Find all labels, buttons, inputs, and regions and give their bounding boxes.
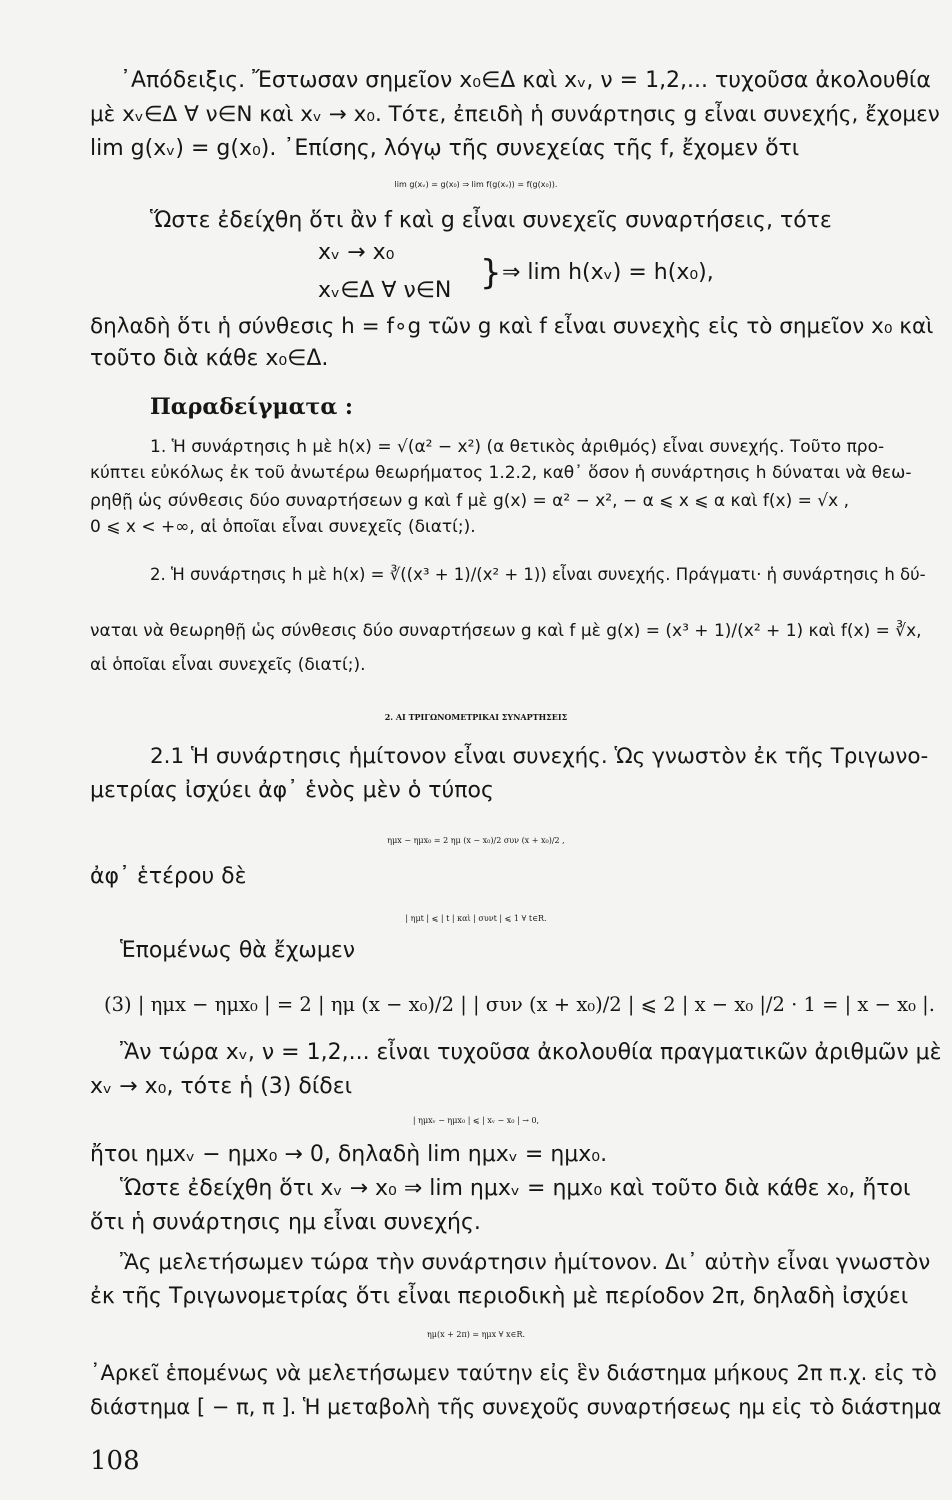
text-line: αἱ ὁποῖαι εἶναι συνεχεῖς (διατί;). — [90, 655, 366, 675]
equation: | ημxᵥ − ημx₀ | ⩽ | xᵥ − x₀ | → 0, — [412, 1116, 540, 1125]
text-line: xᵥ → x₀, τότε ἡ (3) δίδει — [90, 1074, 353, 1099]
equation-line: xᵥ∈Δ ∀ ν∈N — [318, 278, 452, 303]
page-number: 108 — [90, 1446, 140, 1476]
text-line: Ἑπομένως θὰ ἔχωμεν — [120, 938, 356, 963]
text-line: ἀφ᾿ ἑτέρου δὲ — [90, 864, 247, 889]
equation-line: ⇒ lim h(xᵥ) = h(x₀), — [502, 260, 714, 285]
text-line: τοῦτο διὰ κάθε x₀∈Δ. — [90, 346, 329, 371]
text-line: Ὥστε ἐδείχθη ὅτι ἂν f καὶ g εἶναι συνεχεῖς συναρτήσεις, τότε — [150, 208, 832, 233]
text-line: 0 ⩽ x < +∞, αἱ ὁποῖαι εἶναι συνεχεῖς (διατί;). — [90, 517, 476, 537]
text-line: Ἂς μελετήσωμεν τώρα τὴν συνάρτησιν ἡμίτονον. Δι᾿ αὐτὴν εἶναι γνωστὸν — [120, 1250, 931, 1275]
text-line: ρηθῇ ὡς σύνθεσις δύο συναρτήσεων g καὶ f μὲ g(x) = α² − x², − α ⩽ x ⩽ α καὶ f(x) = √x , — [90, 491, 849, 511]
equation: | ημt | ⩽ | t | καὶ | συνt | ⩽ 1 ∀ t∈R. — [405, 914, 547, 923]
text-line: ᾿Αρκεῖ ἑπομένως νὰ μελετήσωμεν ταύτην εἰς ἓν διάστημα μήκους 2π π.χ. εἰς τὸ — [90, 1361, 937, 1385]
text-line: Ἂν τώρα xᵥ, ν = 1,2,... εἶναι τυχοῦσα ἀκολουθία πραγματικῶν ἀριθμῶν μὲ — [120, 1040, 942, 1065]
text-line: lim g(xᵥ) = g(x₀). ᾿Επίσης, λόγῳ τῆς συνεχείας τῆς f, ἔχομεν ὅτι — [90, 136, 800, 161]
text-line: κύπτει εὐκόλως ἐκ τοῦ ἀνωτέρω θεωρήματος 1.2.2, καθ᾿ ὅσον ἡ συνάρτησις h δύναται νὰ θεω- — [90, 463, 912, 483]
text-line: ἤτοι ημxᵥ − ημx₀ → 0, δηλαδὴ lim ημxᵥ = ημx₀. — [90, 1142, 608, 1167]
text-line: 2. Ἡ συνάρτησις h μὲ h(x) = ∛((x³ + 1)/(x² + 1)) εἶναι συνεχής. Πράγματι· ἡ συνάρτησις h δύ- — [150, 565, 926, 584]
text-line: 2.1 Ἡ συνάρτησις ἡμίτονον εἶναι συνεχής. Ὡς γνωστὸν ἐκ τῆς Τριγωνο- — [150, 744, 929, 769]
text-line: ᾿Απόδειξις. Ἔστωσαν σημεῖον x₀∈Δ καὶ xᵥ, ν = 1,2,... τυχοῦσα ἀκολουθία — [120, 68, 931, 93]
chapter-heading: 2. ΑΙ ΤΡΙΓΩΝΟΜΕΤΡΙΚΑΙ ΣΥΝΑΡΤΗΣΕΙΣ — [384, 712, 568, 722]
text-line: μὲ xᵥ∈Δ ∀ ν∈N καὶ xᵥ → x₀. Τότε, ἐπειδὴ ἡ συνάρτησις g εἶναι συνεχής, ἔχομεν — [90, 102, 940, 127]
text-line: Ὥστε ἐδείχθη ὅτι xᵥ → x₀ ⇒ lim ημxᵥ = ημx₀ καὶ τοῦτο διὰ κάθε x₀, ἤτοι — [120, 1176, 911, 1201]
equation-line: xᵥ → x₀ — [318, 240, 395, 265]
text-line: δηλαδὴ ὅτι ἡ σύνθεσις h = f∘g τῶν g καὶ f εἶναι συνεχὴς εἰς τὸ σημεῖον x₀ καὶ — [90, 314, 934, 339]
text-line: ὅτι ἡ συνάρτησις ημ εἶναι συνεχής. — [90, 1210, 481, 1235]
text-line: 1. Ἡ συνάρτησις h μὲ h(x) = √(α² − x²) (α θετικὸς ἀριθμός) εἶναι συνεχής. Τοῦτο προ- — [150, 437, 885, 457]
equation: ημ(x + 2π) = ημx ∀ x∈R. — [426, 1330, 526, 1339]
equation: (3) | ημx − ημx₀ | = 2 | ημ (x − x₀)/2 | | συν (x + x₀)/2 | ⩽ 2 | x − x₀ |/2 · 1 = | x − x₀ |. — [104, 993, 935, 1016]
text-line: ναται νὰ θεωρηθῇ ὡς σύνθεσις δύο συναρτήσεων g καὶ f μὲ g(x) = (x³ + 1)/(x² + 1) καὶ f(x) = ∛x, — [90, 621, 922, 641]
text-line: μετρίας ἰσχύει ἀφ᾿ ἑνὸς μὲν ὁ τύπος — [90, 778, 494, 803]
text-line: ἐκ τῆς Τριγωνομετρίας ὅτι εἶναι περιοδικὴ μὲ περίοδον 2π, δηλαδὴ ἰσχύει — [90, 1284, 909, 1309]
section-heading: Παραδείγματα : — [150, 394, 354, 420]
equation: ημx − ημx₀ = 2 ημ (x − x₀)/2 συν (x + x₀)/2 , — [387, 836, 565, 845]
equation: lim g(xᵥ) = g(x₀) ⇒ lim f(g(xᵥ)) = f(g(x₀)). — [394, 180, 558, 189]
text-line: διάστημα [ − π, π ]. Ἡ μεταβολὴ τῆς συνεχοῦς συναρτήσεως ημ εἰς τὸ διάστημα — [90, 1395, 942, 1419]
brace: } — [480, 253, 502, 293]
